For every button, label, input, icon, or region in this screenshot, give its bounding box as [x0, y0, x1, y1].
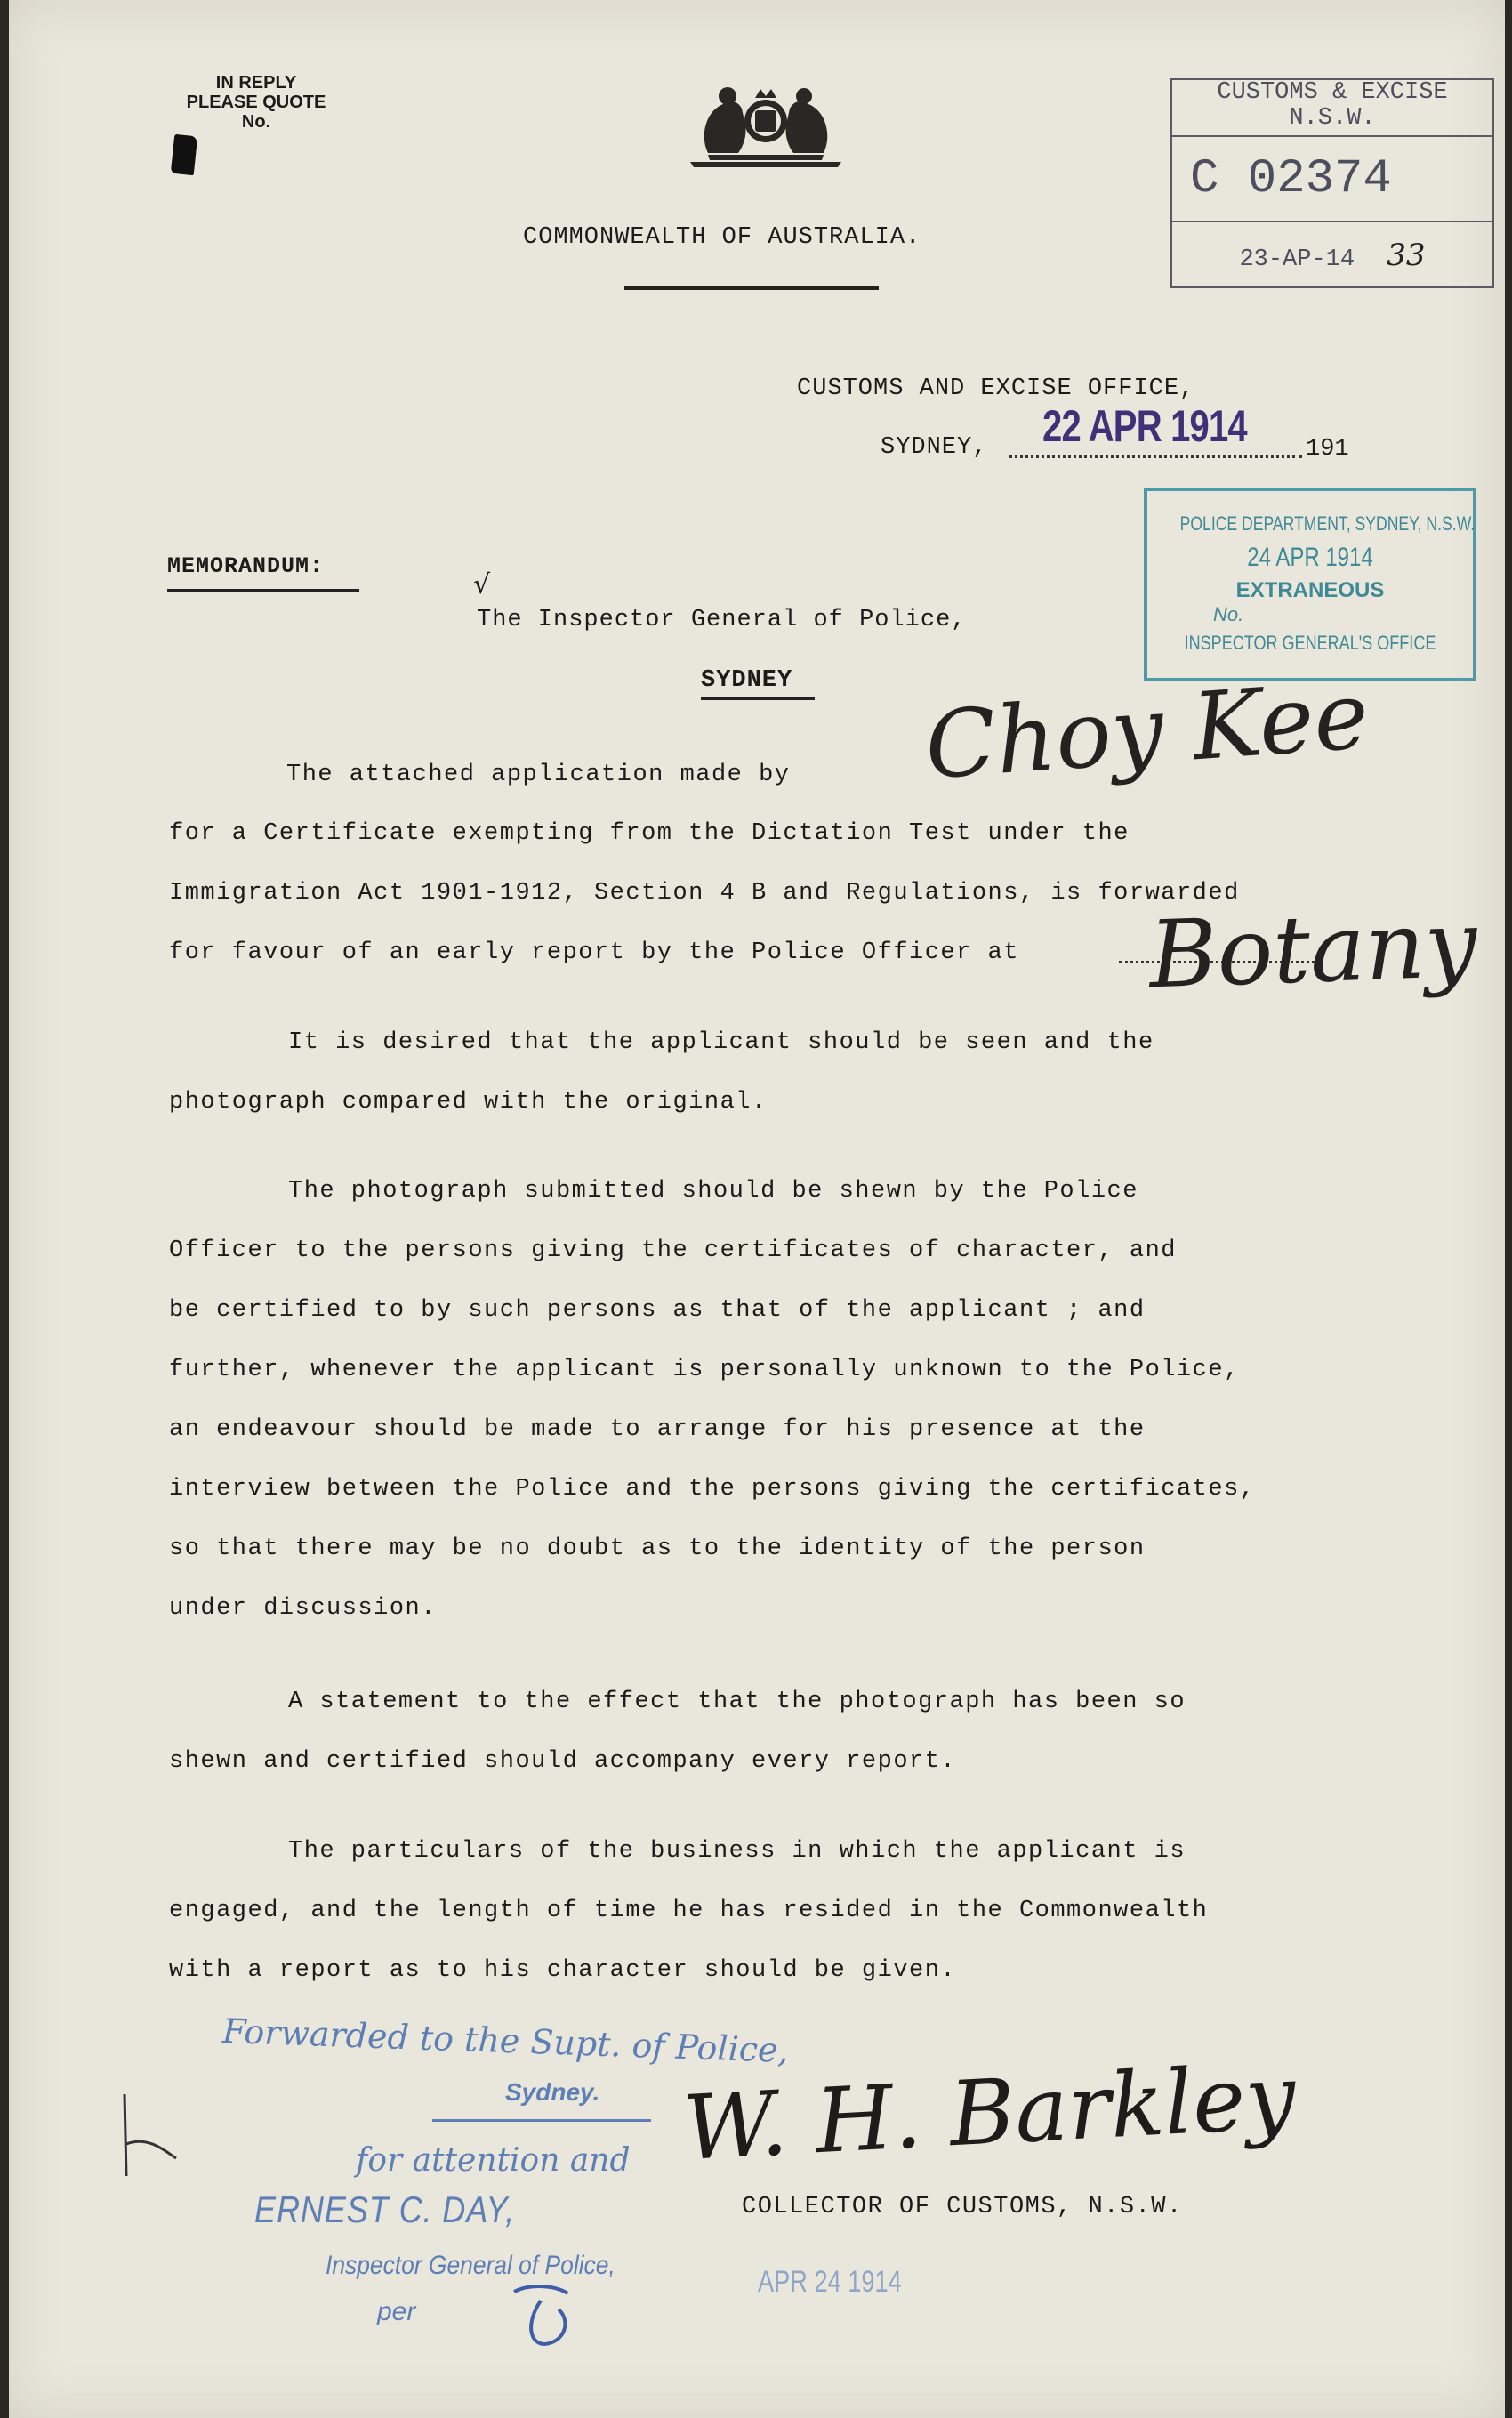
page-title: COMMONWEALTH OF AUSTRALIA. — [523, 224, 921, 251]
forwarding-line2: Sydney. — [505, 2078, 600, 2106]
body-line: The particulars of the business in which the applicant is — [288, 1838, 1186, 1865]
page-edge-left — [0, 0, 9, 2418]
forwarding-date-stamp: APR 24 1914 — [758, 2265, 902, 2299]
police-department-stamp — [1144, 488, 1476, 681]
reply-line-1: IN REPLY — [215, 73, 297, 93]
customs-stamp — [1170, 78, 1494, 288]
forwarding-per: per — [377, 2297, 416, 2326]
office-name: CUSTOMS AND EXCISE OFFICE, — [797, 375, 1195, 402]
body-line: It is desired that the applicant should be seen and the — [288, 1029, 1154, 1056]
police-stamp-status: EXTRANEOUS — [1235, 578, 1385, 602]
title-underline — [624, 286, 879, 290]
body-line: photograph compared with the original. — [169, 1089, 768, 1116]
office-city: SYDNEY, — [881, 434, 988, 461]
signature: W. H. Barkley — [680, 2044, 1299, 2180]
body-line: further, whenever the applicant is personally unknown to the Police, — [169, 1357, 1240, 1383]
forwarding-underline — [432, 2119, 651, 2122]
body-line: be certified to by such persons as that of the applicant ; and — [169, 1297, 1146, 1324]
forwarding-name: ERNEST C. DAY, — [254, 2188, 516, 2230]
body-line: A statement to the effect that the photograph has been so — [288, 1689, 1186, 1715]
check-mark-icon: √ — [473, 569, 491, 600]
police-stamp-date: 24 APR 1914 — [1247, 543, 1373, 572]
memo-underline — [167, 589, 359, 592]
body-line: so that there may be no doubt as to the identity of the person — [169, 1535, 1146, 1562]
police-stamp-office: INSPECTOR GENERAL'S OFFICE — [1184, 632, 1436, 654]
city-underline — [701, 697, 815, 700]
handwritten-applicant-name: Choy Kee — [921, 660, 1372, 801]
forwarding-title: Inspector General of Police, — [326, 2251, 615, 2280]
body-line: an endeavour should be made to arrange for his presence at the — [169, 1416, 1146, 1443]
reply-line-2: PLEASE QUOTE — [186, 93, 326, 112]
customs-stamp-handwritten: 33 — [1387, 238, 1426, 273]
police-stamp-no: No. — [1213, 603, 1244, 625]
ink-blot-mark — [171, 134, 197, 175]
body-line: The photograph submitted should be shewn by the Police — [288, 1178, 1138, 1205]
customs-stamp-line1: CUSTOMS & EXCISE — [1217, 79, 1448, 106]
handwritten-place: Botany — [1146, 889, 1479, 1010]
body-line: for a Certificate exempting from the Dictation Test under the — [169, 820, 1130, 847]
customs-stamp-header — [1172, 80, 1492, 137]
page-edge-right — [1505, 0, 1512, 2418]
body-line: interview between the Police and the persons giving the certificates, — [169, 1476, 1256, 1503]
body-line: under discussion. — [169, 1595, 437, 1622]
customs-stamp-line2: N.S.W. — [1289, 105, 1376, 132]
body-line: for favour of an early report by the Police Officer at — [169, 939, 1019, 966]
collector-title: COLLECTOR OF CUSTOMS, N.S.W. — [742, 2194, 1183, 2221]
memo-label: MEMORANDUM: — [167, 553, 325, 579]
addressee-city: SYDNEY — [701, 667, 793, 694]
margin-pencil-mark-icon — [114, 2091, 185, 2180]
document-page — [7, 0, 1505, 2418]
date-dotted-line — [1009, 455, 1302, 458]
body-line: The attached application made by — [286, 762, 791, 788]
body-line: shewn and certified should accompany every report. — [169, 1748, 957, 1775]
customs-stamp-date: 23-AP-14 — [1239, 246, 1355, 273]
body-line: with a report as to his character should be given. — [169, 1957, 957, 1984]
blue-initials-icon — [505, 2274, 594, 2354]
date-stamp: 22 APR 1914 — [1042, 401, 1247, 451]
year-suffix: 191 — [1306, 436, 1349, 463]
police-stamp-line1: POLICE DEPARTMENT, SYDNEY, N.S.W. — [1179, 512, 1476, 535]
customs-stamp-date-row — [1172, 224, 1492, 286]
body-line: engaged, and the length of time he has resided in the Commonwealth — [169, 1898, 1209, 1924]
customs-stamp-number: C 02374 — [1172, 137, 1492, 222]
coat-of-arms-icon — [672, 82, 859, 171]
reply-box — [149, 73, 363, 132]
body-line: Officer to the persons giving the certificates of character, and — [169, 1237, 1177, 1264]
addressee: The Inspector General of Police, — [477, 607, 967, 633]
forwarding-line3: for attention and — [356, 2142, 631, 2179]
reply-line-3: No. — [241, 112, 271, 132]
body-line: Immigration Act 1901-1912, Section 4 B and Regulations, is forwarded — [169, 880, 1240, 907]
forwarding-line1: Forwarded to the Supt. of Police, — [221, 2011, 790, 2071]
